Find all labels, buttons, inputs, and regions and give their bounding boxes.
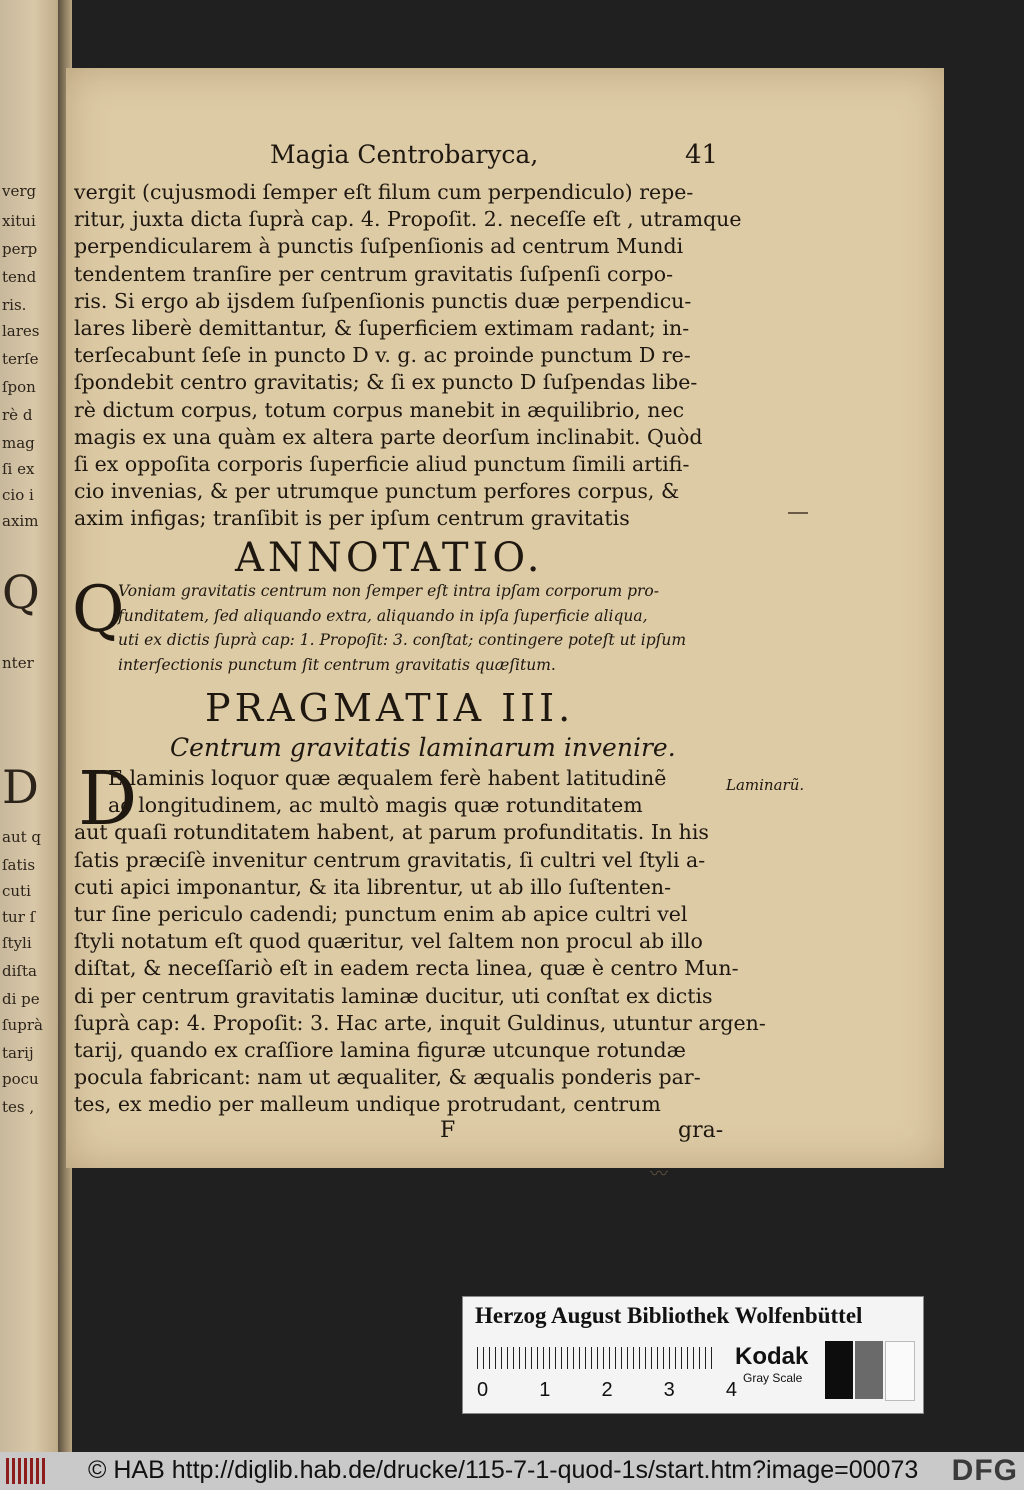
white-swatch (885, 1341, 915, 1401)
kodak-logo: Kodak (735, 1343, 809, 1370)
facing-page-fragment: diſta (2, 962, 37, 980)
facing-page-fragment: verg (2, 182, 37, 200)
pragmatia-line: tarij, quando ex craſſiore lamina figuræ utcunque rotundæ (74, 1038, 686, 1062)
scale-ruler (477, 1347, 717, 1369)
facing-page-fragment: tarij (2, 1044, 34, 1062)
facing-page-fragment: lares (2, 322, 40, 340)
scale-number: 4 (725, 1379, 737, 1401)
drop-cap-q: Q (72, 573, 125, 647)
body-line: ris. Si ergo ab ijsdem ſuſpenſionis punctis duæ perpendicu- (74, 288, 692, 313)
body-line: cio invenias, & per utrumque punctum perfores corpus, & (74, 479, 680, 504)
pragmatia-heading: PRAGMATIA III. (205, 686, 575, 730)
facing-page-fragment: D (2, 760, 39, 814)
facing-page-fragment: tend (2, 268, 37, 286)
body-line: ſi ex oppoſita corporis ſuperficie aliud punctum ſimili artifi- (74, 452, 690, 476)
body-line: magis ex una quàm ex altera parte deorſum inclinabit. Quòd (74, 424, 703, 449)
gray-swatch (855, 1341, 883, 1399)
pragmatia-line: di per centrum gravitatis laminæ ducitur, uti conſtat ex dictis (74, 983, 713, 1008)
body-line: vergit (cujusmodi ſemper eſt filum cum perpendiculo) repe- (74, 180, 694, 204)
body-line: ſpondebit centro gravitatis; & ſi ex puncto D ſuſpendas libe- (74, 370, 698, 395)
body-line: lares liberè demittantur, & ſuperficiem extimam radant; in- (74, 316, 690, 340)
pragmatia-line: ſuprà cap: 4. Propoſit: 3. Hac arte, inquit Guldinus, utuntur argen- (74, 1010, 766, 1035)
facing-page-fragment: aut q (2, 828, 42, 846)
drop-cap-d: D (78, 756, 138, 842)
running-header: Magia Centrobaryca, (270, 140, 539, 169)
pragmatia-line: ac longitudinem, ac multò magis quæ rotunditatem (108, 793, 643, 818)
body-line: terſecabunt ſeſe in puncto D v. g. ac proinde punctum D re- (74, 343, 691, 368)
margin-note: Laminarũ. (726, 776, 805, 794)
facing-page-fragment: Q (2, 565, 40, 619)
pragmatia-line: ſatis præciſè invenitur centrum gravitatis, ſi cultri vel ſtyli a- (74, 847, 706, 872)
annotatio-heading: ANNOTATIO. (235, 535, 544, 581)
facing-page-fragment: tur ſ (2, 908, 36, 926)
pragmatia-subtitle: Centrum gravitatis laminarum invenire. (170, 733, 676, 762)
library-name: Herzog August Bibliothek Wolfenbüttel (475, 1303, 863, 1328)
credit-link[interactable]: © HAB http://diglib.hab.de/drucke/115-7-1-quod-1s/start.htm?image=00073 (88, 1456, 919, 1484)
facing-page-fragment: rè d (2, 406, 33, 424)
pragmatia-line: cuti apici imponantur, & ita librentur, ut ab illo ſuſtenten- (74, 874, 672, 899)
pragmatia-line: aut quaſi rotunditatem habent, at parum profunditatis. In his (74, 820, 709, 845)
pragmatia-line: ſtyli notatum eſt quod quæritur, vel ſaltem non procul ab illo (74, 929, 703, 954)
facing-page-fragment: perp (2, 240, 38, 258)
pragmatia-line: tes, ex medio per malleum undique protrudant, centrum (74, 1092, 661, 1117)
scale-numbers (477, 1379, 737, 1402)
facing-page-fragment: di pe (2, 990, 40, 1008)
body-line: rè dictum corpus, totum corpus manebit in æquilibrio, nec (74, 397, 685, 422)
pragmatia-line: E laminis loquor quæ æqualem ferè habent latitudinẽ (108, 766, 667, 790)
hab-logo-icon (6, 1458, 48, 1484)
annotatio-line: interſectionis punctum ſit centrum gravitatis quæſitum. (118, 655, 556, 674)
body-line: ritur, juxta dicta ſuprà cap. 4. Propoſit. 2. neceſſe eſt , utramque (74, 207, 742, 232)
footer-bar (0, 1452, 1024, 1490)
facing-page-fragment: pocu (2, 1070, 39, 1088)
facing-page-fragment: mag (2, 434, 35, 452)
body-line: perpendicularem à punctis ſuſpenſionis ad centrum Mundi (74, 234, 684, 259)
facing-page-fragment: ſtyli (2, 934, 32, 952)
pragmatia-line: tur ſine periculo cadendi; punctum enim ab apice cultri vel (74, 902, 688, 926)
ink-mark: 〰 (650, 1164, 668, 1185)
pragmatia-line: diſtat, & neceſſariò eſt in eadem recta linea, quæ è centro Mun- (74, 956, 739, 981)
facing-page-fragment: cuti (2, 882, 31, 900)
dfg-logo: DFG (951, 1454, 1018, 1487)
scale-number: 2 (601, 1379, 613, 1401)
facing-page-fragment: axim (2, 512, 39, 530)
body-line: axim infigas; tranſibit is per ipſum centrum gravitatis (74, 506, 630, 531)
catchword: gra- (678, 1118, 724, 1143)
annotatio-line: funditatem, ſed aliquando extra, aliquando in ipſa ſuperficie aliqua, (118, 606, 648, 625)
facing-page-edge (0, 0, 62, 1452)
facing-page-fragment: ſuprà (2, 1016, 43, 1034)
black-swatch (825, 1341, 853, 1399)
gray-scale-label: Gray Scale (743, 1371, 803, 1385)
annotatio-line: Voniam gravitatis centrum non ſemper eſt intra ipſam corporum pro- (118, 582, 659, 600)
scale-number: 0 (477, 1379, 489, 1401)
facing-page-fragment: tes , (2, 1098, 35, 1116)
facing-page-fragment: xitui (2, 212, 36, 230)
facing-page-fragment: ris. (2, 296, 27, 314)
color-target-card (462, 1296, 924, 1414)
facing-page-fragment: ſpon (2, 378, 36, 396)
page-number: 41 (685, 140, 719, 170)
scale-number: 3 (663, 1379, 675, 1401)
facing-page-fragment: ſi ex (2, 460, 35, 478)
pragmatia-line: pocula fabricant: nam ut æqualiter, & æqualis ponderis par- (74, 1065, 701, 1090)
body-line: tendentem tranſire per centrum gravitatis ſuſpenſi corpo- (74, 261, 674, 286)
scale-number: 1 (539, 1379, 551, 1401)
facing-page-fragment: terſe (2, 350, 39, 368)
facing-page-fragment: ſatis (2, 856, 36, 874)
annotatio-line: uti ex dictis ſuprà cap: 1. Propoſit: 3. conſtat; contingere poteſt ut ipſum (118, 631, 687, 649)
facing-page-fragment: nter (2, 654, 34, 672)
signature-mark: F (440, 1118, 456, 1143)
facing-page-fragment: cio i (2, 486, 34, 504)
margin-dash (788, 512, 808, 514)
